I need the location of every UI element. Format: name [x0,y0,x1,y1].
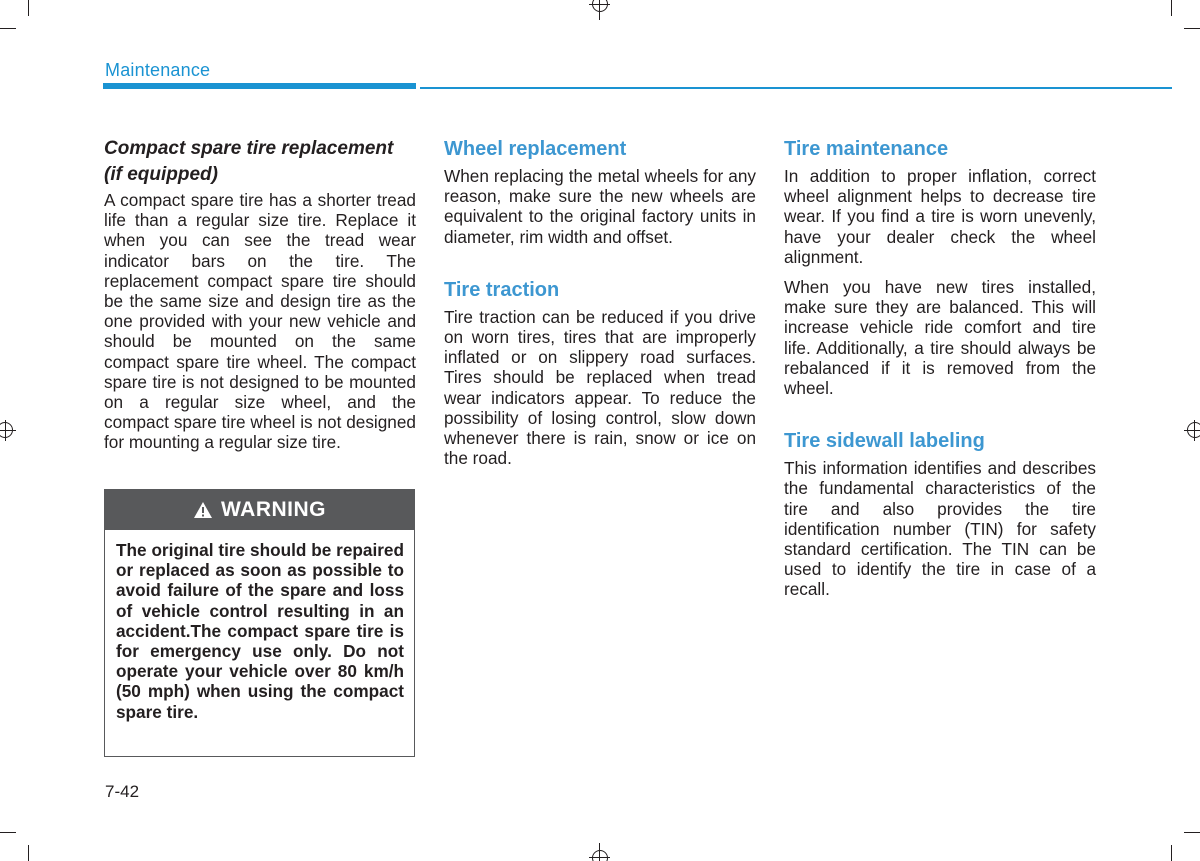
warning-text: The original tire should be repaired or replaced as soon as possible to avoid failure of the spare and loss of vehicle control resulting in an accident.The compact spare tire is for emergency use only. Do not operate your vehicle over 80 km/h (50 mph) when using the compact spare tire. [116,540,404,722]
tire-maintenance-body-2: When you have new tires installed, make sure they are balanced. This will increase vehicle ride comfort and tire life. Additionally, a tire should always be rebalanced if it is removed from the wheel. [784,277,1096,399]
column-middle [444,136,756,468]
column-left [104,136,416,453]
crop-mark-bottom-left [0,832,16,833]
tire-sidewall-heading: Tire sidewall labeling [784,430,985,453]
section-title: Maintenance [105,60,211,80]
compact-spare-heading-line2: (if equipped) [104,164,218,185]
compact-spare-heading-line1: Compact spare tire replacement [104,138,394,159]
registration-circle-left [0,422,13,438]
page-number: 7-42 [105,782,140,801]
warning-title: WARNING [221,498,326,521]
warning-box [104,489,415,757]
crop-mark-bottom-left-vertical [28,845,29,861]
crop-mark-top-left [0,28,16,29]
tire-sidewall-body: This information identifies and describes the fundamental characteristics of the tire and also provides the tire identification number (TIN) for safety standard certification. The TIN can be used to identify the tire in case of a recall. [784,458,1096,600]
tire-traction-body: Tire traction can be reduced if you drive on worn tires, tires that are improperly inflated or on slippery road surfaces. Tires should be replaced when tread wear indicators appear. To reduce the possibility of losing control, slow down whenever there is rain, snow or ice on the road. [444,306,756,469]
header-accent-bar [103,83,416,89]
crop-mark-bottom-right-vertical [1171,845,1172,861]
crop-mark-top-left-vertical [28,0,29,16]
crop-mark-bottom-right [1184,832,1200,833]
wheel-replacement-body: When replacing the metal wheels for any reason, make sure the new wheels are equivalent to the original factory units in diameter, rim width and offset. [444,166,756,247]
crop-mark-top-right-vertical [1171,0,1172,16]
registration-circle-bottom [592,850,608,861]
registration-circle-top [592,0,608,12]
compact-spare-heading [104,136,416,188]
column-right [784,136,1096,600]
registration-circle-right [1187,422,1200,438]
wheel-replacement-heading: Wheel replacement [444,138,627,160]
tire-traction-heading: Tire traction [444,278,560,301]
warning-header [105,490,414,530]
tire-maintenance-body-1: In addition to proper inflation, correct wheel alignment helps to decrease tire wear. If you find a tire is worn unevenly, have your dealer check the wheel alignment. [784,166,1096,267]
warning-triangle-icon [193,501,213,519]
header-rule [420,87,1172,89]
crop-mark-top-right [1184,28,1200,29]
tire-maintenance-heading: Tire maintenance [784,138,949,160]
compact-spare-body: A compact spare tire has a shorter tread life than a regular size tire. Replace it when you can see the tread wear indicator bars on the tire. The replacement compact spare tire should be the same size and design tire as the one provided with your new vehicle and should be mounted on the same compact spare tire wheel. The compact spare tire is not designed to be mounted on a regular size wheel, and the compact spare tire wheel is not designed for mounting a regular size tire. [104,190,416,453]
